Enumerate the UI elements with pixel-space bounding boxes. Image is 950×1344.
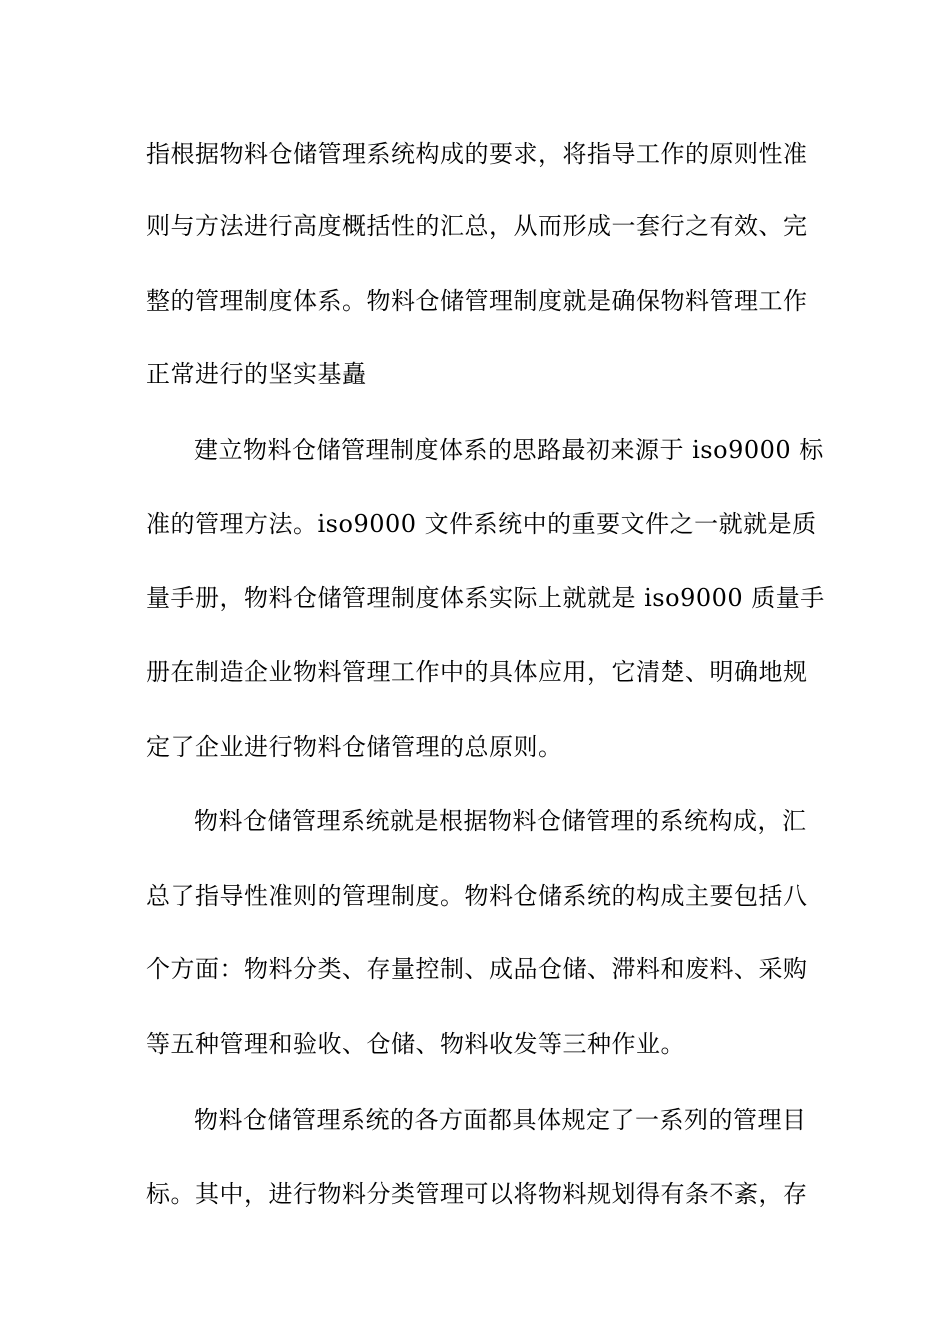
paragraph-2-line-3: 量手册，物料仓储管理制度体系实际上就就是 iso9000 质量手 [146, 584, 825, 612]
paragraph-1-line-1: 指根据物料仓储管理系统构成的要求，将指导工作的原则性准 [146, 140, 808, 168]
paragraph-4-line-2: 标。其中，进行物料分类管理可以将物料规划得有条不紊，存 [146, 1180, 808, 1208]
paragraph-2-line-4: 册在制造企业物料管理工作中的具体应用，它清楚、明确地规 [146, 658, 808, 686]
paragraph-1-line-3: 整的管理制度体系。物料仓储管理制度就是确保物料管理工作 [146, 287, 808, 315]
paragraph-2-line-1: 建立物料仓储管理制度体系的思路最初来源于 iso9000 标 [194, 436, 824, 464]
paragraph-1-line-4: 正常进行的坚实基矗 [146, 360, 367, 388]
paragraph-4-line-1: 物料仓储管理系统的各方面都具体规定了一系列的管理目 [194, 1106, 807, 1134]
paragraph-3-line-4: 等五种管理和验收、仓储、物料收发等三种作业。 [146, 1030, 685, 1058]
paragraph-3-line-3: 个方面：物料分类、存量控制、成品仓储、滞料和废料、采购 [146, 955, 808, 983]
paragraph-3-line-2: 总了指导性准则的管理制度。物料仓储系统的构成主要包括八 [146, 882, 808, 910]
paragraph-2-line-5: 定了企业进行物料仓储管理的总原则。 [146, 733, 563, 761]
paragraph-1-line-2: 则与方法进行高度概括性的汇总，从而形成一套行之有效、完 [146, 212, 808, 240]
paragraph-3-line-1: 物料仓储管理系统就是根据物料仓储管理的系统构成，汇 [194, 807, 807, 835]
paragraph-2-line-2: 准的管理方法。iso9000 文件系统中的重要文件之一就就是质 [146, 510, 817, 538]
